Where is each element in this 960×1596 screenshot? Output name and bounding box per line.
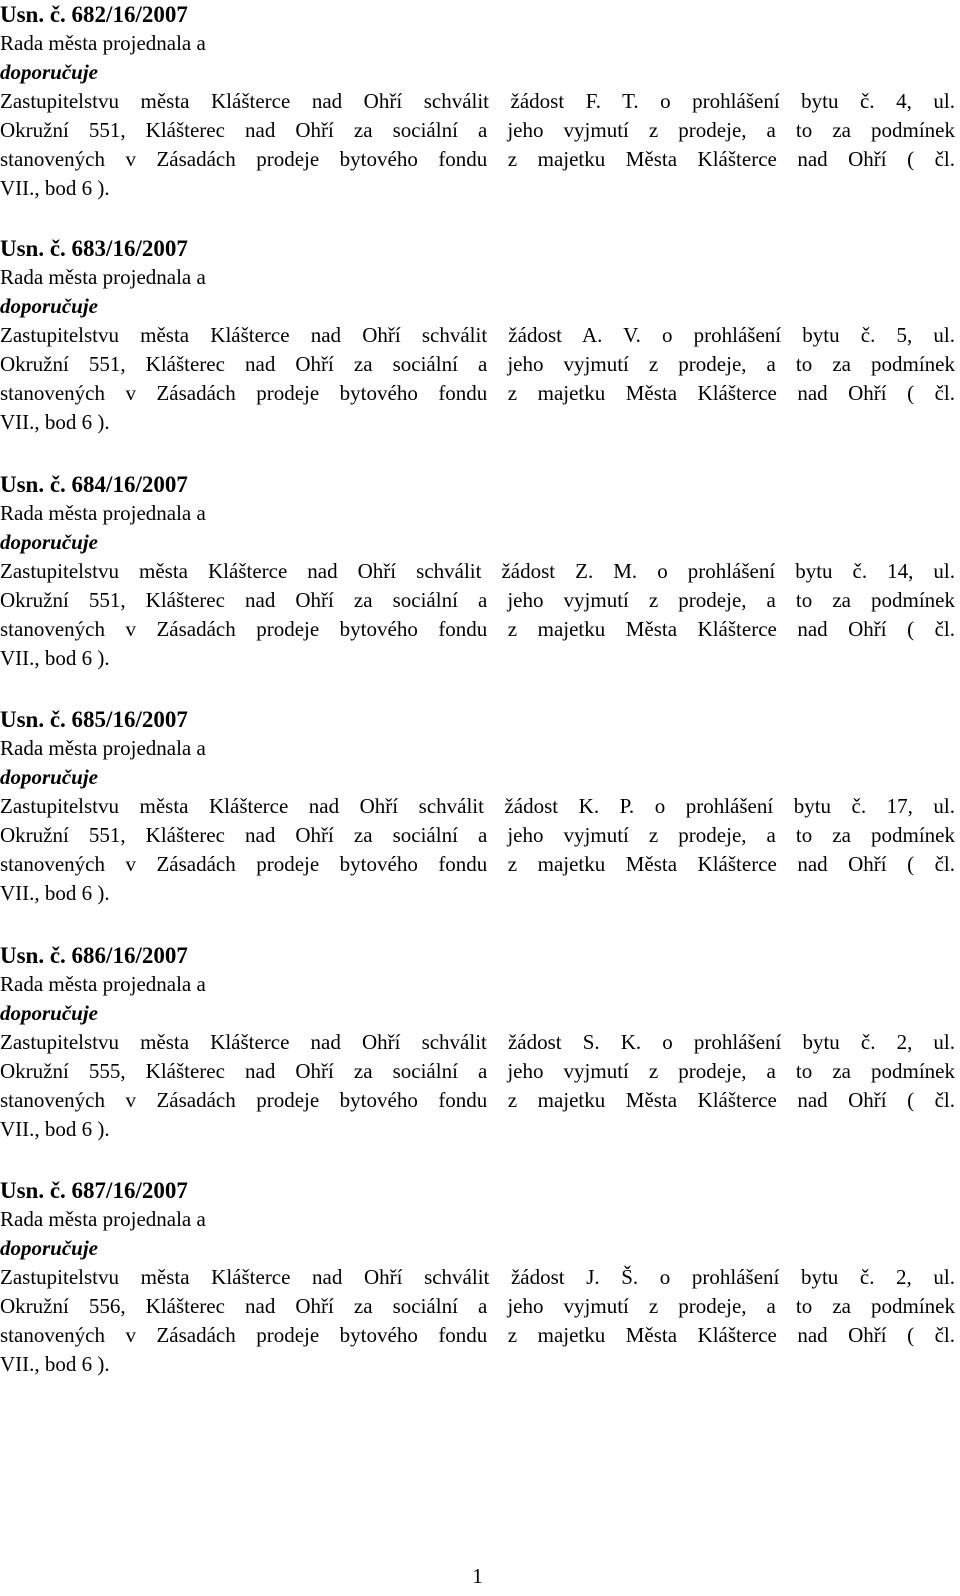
recommendation-verb: doporučuje xyxy=(0,294,99,318)
resolution-text-line: Zastupitelstvu města Klášterce nad Ohří schválit žádost Z. M. o prohlášení bytu č. 14, ul. xyxy=(0,559,955,583)
recommendation-verb: doporučuje xyxy=(0,765,99,789)
resolution-block xyxy=(0,0,955,203)
resolution-text-line: VII., bod 6 ). xyxy=(0,646,110,670)
resolution-text-line: Zastupitelstvu města Klášterce nad Ohří schválit žádost A. V. o prohlášení bytu č. 5, ul. xyxy=(0,323,955,347)
council-line: Rada města projednala a xyxy=(0,1207,206,1231)
resolution-block xyxy=(0,1176,955,1379)
resolution-block xyxy=(0,470,955,673)
council-line: Rada města projednala a xyxy=(0,501,206,525)
resolution-text-line: stanovených v Zásadách prodeje bytového fondu z majetku Města Klášterce nad Ohří ( čl. xyxy=(0,1323,955,1347)
resolution-text-line: VII., bod 6 ). xyxy=(0,176,110,200)
resolution-text-line: stanovených v Zásadách prodeje bytového fondu z majetku Města Klášterce nad Ohří ( čl. xyxy=(0,617,955,641)
resolution-text-line: Okružní 551, Klášterec nad Ohří za sociální a jeho vyjmutí z prodeje, a to za podmínek xyxy=(0,352,955,376)
resolution-text-line: Okružní 556, Klášterec nad Ohří za sociální a jeho vyjmutí z prodeje, a to za podmínek xyxy=(0,1294,955,1318)
resolution-number: Usn. č. 687/16/2007 xyxy=(0,1178,188,1203)
resolution-number: Usn. č. 684/16/2007 xyxy=(0,472,188,497)
resolution-block xyxy=(0,941,955,1144)
resolution-text-line: VII., bod 6 ). xyxy=(0,1352,110,1376)
resolution-text-line: stanovených v Zásadách prodeje bytového fondu z majetku Města Klášterce nad Ohří ( čl. xyxy=(0,852,955,876)
resolution-text-line: stanovených v Zásadách prodeje bytového fondu z majetku Města Klášterce nad Ohří ( čl. xyxy=(0,1088,955,1112)
resolution-number: Usn. č. 682/16/2007 xyxy=(0,2,188,27)
resolution-text-line: Okružní 551, Klášterec nad Ohří za sociální a jeho vyjmutí z prodeje, a to za podmínek xyxy=(0,118,955,142)
council-line: Rada města projednala a xyxy=(0,972,206,996)
recommendation-verb: doporučuje xyxy=(0,1001,99,1025)
resolution-text-line: Zastupitelstvu města Klášterce nad Ohří schválit žádost K. P. o prohlášení bytu č. 17, ul. xyxy=(0,794,955,818)
resolution-number: Usn. č. 683/16/2007 xyxy=(0,236,188,261)
resolution-number: Usn. č. 686/16/2007 xyxy=(0,943,188,968)
resolution-text-line: Zastupitelstvu města Klášterce nad Ohří schválit žádost J. Š. o prohlášení bytu č. 2, ul. xyxy=(0,1265,955,1289)
resolution-block xyxy=(0,234,955,437)
resolution-text-line: Okružní 551, Klášterec nad Ohří za sociální a jeho vyjmutí z prodeje, a to za podmínek xyxy=(0,823,955,847)
council-line: Rada města projednala a xyxy=(0,736,206,760)
council-line: Rada města projednala a xyxy=(0,265,206,289)
resolution-text-line: Zastupitelstvu města Klášterce nad Ohří schválit žádost F. T. o prohlášení bytu č. 4, ul. xyxy=(0,89,955,113)
recommendation-verb: doporučuje xyxy=(0,1236,99,1260)
resolution-text-line: Zastupitelstvu města Klášterce nad Ohří schválit žádost S. K. o prohlášení bytu č. 2, ul. xyxy=(0,1030,955,1054)
resolution-text-line: stanovených v Zásadách prodeje bytového fondu z majetku Města Klášterce nad Ohří ( čl. xyxy=(0,147,955,171)
resolution-text-line: VII., bod 6 ). xyxy=(0,1117,110,1141)
recommendation-verb: doporučuje xyxy=(0,60,99,84)
resolution-text-line: Okružní 551, Klášterec nad Ohří za sociální a jeho vyjmutí z prodeje, a to za podmínek xyxy=(0,588,955,612)
resolution-text-line: VII., bod 6 ). xyxy=(0,410,110,434)
page-number: 1 xyxy=(472,1564,483,1588)
recommendation-verb: doporučuje xyxy=(0,530,99,554)
council-line: Rada města projednala a xyxy=(0,31,206,55)
resolution-number: Usn. č. 685/16/2007 xyxy=(0,707,188,732)
resolution-text-line: Okružní 555, Klášterec nad Ohří za sociální a jeho vyjmutí z prodeje, a to za podmínek xyxy=(0,1059,955,1083)
resolution-block xyxy=(0,705,955,908)
resolution-text-line: stanovených v Zásadách prodeje bytového fondu z majetku Města Klášterce nad Ohří ( čl. xyxy=(0,381,955,405)
resolution-text-line: VII., bod 6 ). xyxy=(0,881,110,905)
